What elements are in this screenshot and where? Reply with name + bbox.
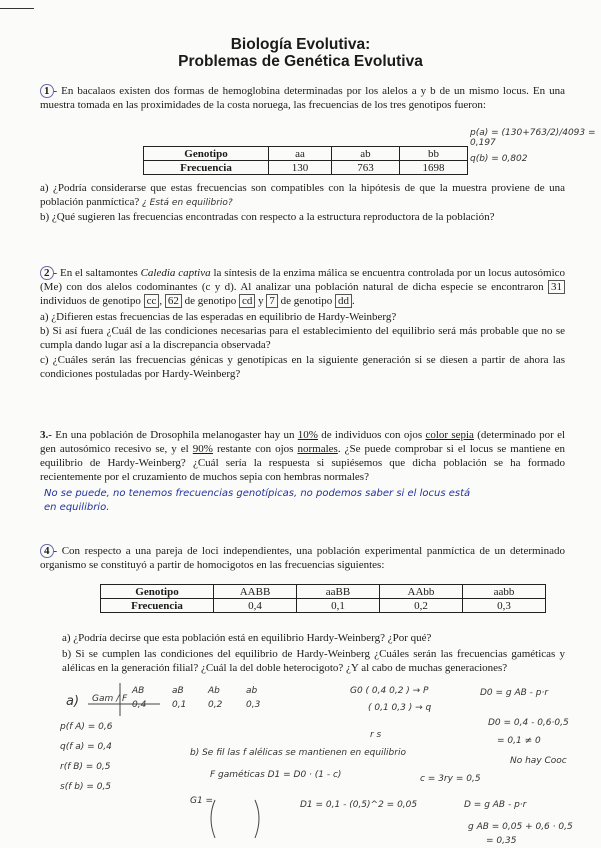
note-sb: s(f b) = 0,5 [60,782,112,792]
problem-4-question-a: a) ¿Podría decirse que esta población está en equilibrio Hardy-Weinberg? ¿Por qué? [62,632,432,644]
table-1-frequency-label: Frecuencia [144,161,269,175]
problem-1-statement: En bacalaos existen dos formas de hemoglobina determinadas por los alelos a y b de un mismo locus. En una muestra tomada en las proximidades de la costa noruega, las frecuencias de los tres genotipos fueron: [40,85,565,111]
note-fgam: F gaméticas D1 = D0 · (1 - c) [210,770,342,780]
note-a-label: a) [66,694,80,709]
note-freq-2: 0,1 [172,700,187,710]
note-p-a: p(a) = (130+763/2)/4093 = 0,197 [470,128,596,148]
note-equilibrium: ¿ Está en equilibrio? [142,198,233,208]
table-1-cell: 763 [332,161,400,175]
note-d0c: = 0,1 ≠ 0 [497,736,541,746]
table-2-cell: aabb [463,585,546,599]
note-q-b: q(b) = 0,802 [470,154,528,164]
note-pA: p(f A) = 0,6 [60,722,113,732]
problem-4-question-b: b) Si se cumplen las condiciones del equilibrio de Hardy-Weinberg ¿Cuáles serán las frecuencias gaméticas y alélicas en la generación filial? ¿Cuál la del doble heterocigoto? ¿Y al cabo de muchas generaciones? [62,648,565,674]
page-title: Biología Evolutiva: [230,36,371,53]
note-g0: G0 ( 0,4 0,2 ) → P [350,686,429,696]
table-2-genotype-label: Genotipo [101,585,214,599]
table-1-cell: ab [332,147,400,161]
note-qa: q(f a) = 0,4 [60,742,112,752]
note-gam-ab: AB [132,686,145,696]
species-name: Caledia captiva [140,267,211,279]
problem-2-question-a: a) ¿Difieren estas frecuencias de las esperadas en equilibrio de Hardy-Weinberg? [40,311,397,323]
table-1-cell: bb [400,147,468,161]
note-freq-4: 0,3 [246,700,261,710]
table-1-cell: 1698 [400,161,468,175]
note-gam-Ab: Ab [208,686,220,696]
note-d-eq: D = g AB - p·r [464,800,527,810]
table-2-cell: 0,2 [380,599,463,613]
note-gab2: = 0,35 [486,836,517,846]
problem-1-question-b: b) ¿Qué sugieren las frecuencias encontradas con respecto a la estructura reproductora de la población? [40,211,495,223]
note-b: b) Se fil las f alélicas se mantienen en equilibrio [190,748,406,758]
table-2-cell: AABB [214,585,297,599]
problem-2-question-b: b) Si así fuera ¿Cuál de las condiciones necesarias para el establecimiento del equilibrio será más probable que no se cumpla dando lugar así a la discrepancia observada? [40,325,565,351]
table-1-cell: 130 [269,161,332,175]
handwritten-answer-line-1: No se puede, no tenemos frecuencias genotípicas, no podemos saber si el locus está [44,488,471,499]
note-gam-aB: aB [172,686,184,696]
table-2-cell: 0,1 [297,599,380,613]
table-2-frequency-label: Frecuencia [101,599,214,613]
problem-3-text: 3.- En una población de Drosophila melanogaster hay un 10% de individuos con ojos color sepia (determinado por el gen autosómico recesivo se, y el 90% restante con ojos normales. ¿Se puede comprobar si el locus se mantiene en equilibrio de Hardy-Weinberg? ¿Cuál sería la respuesta si supiésemos que dicha población se ha formado recientemente por el cruzamiento de muchos sepia con hembras normales? [40,429,566,483]
problem-1-text: 1 - En bacalaos existen dos formas de hemoglobina determinadas por los alelos a y b de un mismo locus. En una muestra tomada en las proximidades de la costa noruega, las frecuencias de los tres genotipos fueron: [40,85,565,111]
note-no-hay: No hay Cooc [510,756,567,766]
problem-3-number: 3.- [40,429,52,441]
problem-2-number: 2 [40,266,54,280]
note-freq-1: 0,4 [132,700,147,710]
note-c: c = 3ry = 0,5 [420,774,481,784]
note-d1: D1 = 0,1 - (0,5)^2 = 0,05 [300,800,418,810]
note-rs: r s [370,730,382,740]
handwritten-answer-line-2: en equilibrio. [44,502,110,513]
table-2-cell: 0,4 [214,599,297,613]
note-freq-3: 0,2 [208,700,223,710]
note-gam: Gam / F [92,694,128,704]
note-rB: r(f B) = 0,5 [60,762,111,772]
table-2-cell: aaBB [297,585,380,599]
note-gab: g AB = 0,05 + 0,6 · 0,5 [468,822,573,832]
table-1-cell: aa [269,147,332,161]
table-2-cell: AAbb [380,585,463,599]
problem-4-text: 4 - Con respecto a una pareja de loci independientes, una población experimental panmíctica de un determinado organismo se constituyó a partir de homocigotos en las frecuencias siguientes: [40,545,565,571]
table-2-cell: 0,3 [463,599,546,613]
problem-2-text: 2 - En el saltamontes Caledia captiva la síntesis de la enzima málica se encuentra controlada por un locus autosómico (Me) con dos alelos codominantes (c y d). Al analizar una población natural de dicha especie se encontraron 31 individuos de genotipo cc , 62 de genotipo cd y 7 de genotipo dd . [40,267,566,307]
table-1-genotype-label: Genotipo [144,147,269,161]
note-d0b: D0 = 0,4 - 0,6·0,5 [488,718,569,728]
problem-4-number: 4 [40,544,54,558]
note-g1: G1 = [190,796,214,806]
note-d0: D0 = g AB - p·r [480,688,549,698]
problem-1-question-a: a) ¿Podría considerarse que estas frecuencias son compatibles con la hipótesis de que la muestra proviene de una población panmíctica? ¿ Está en equilibrio? [40,182,565,208]
note-g0b: ( 0,1 0,3 ) → q [368,703,432,713]
note-gam-abb: ab [246,686,258,696]
page-subtitle: Problemas de Genética Evolutiva [178,53,423,70]
problem-2-question-c: c) ¿Cuáles serán las frecuencias génicas y genotípicas en la siguiente generación si se diesen a partir de ahora las condiciones postuladas por Hardy-Weinberg? [40,354,565,380]
problem-1-number: 1 [40,84,54,98]
